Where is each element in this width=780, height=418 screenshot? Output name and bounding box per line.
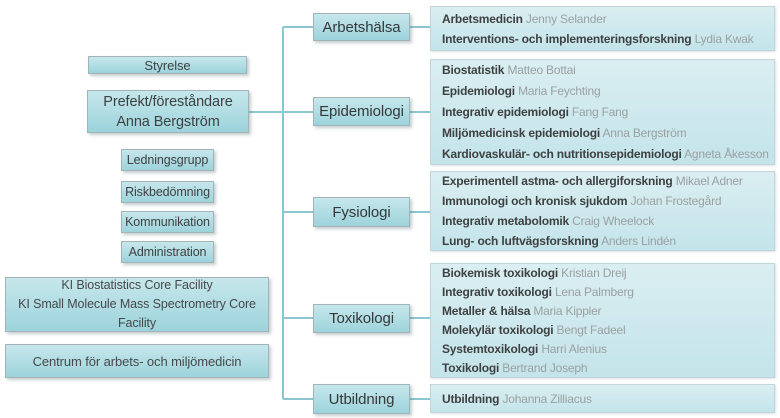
group-row [442,81,774,102]
unit-box-utbildning: Utbildning [313,384,410,414]
box-riskbedomning: Riskbedömning [121,181,214,203]
group-row [442,359,774,378]
group-name: Kardiovaskulär- och nutritionsepidemiologi [442,146,682,161]
facility-line: KI Small Molecule Mass Spectrometry Core Facility [18,297,256,330]
group-row [442,144,774,165]
group-row [442,9,774,29]
group-name: Systemtoxikologi [442,341,539,356]
box-styrelse: Styrelse [88,56,247,74]
group-row [442,283,774,302]
facility-line: KI Biostatistics Core Facility [61,278,213,292]
group-leader: Matteo Bottai [507,62,576,77]
group-row [442,191,774,211]
unit-box-epidemiologi: Epidemiologi [313,97,410,126]
group-row [442,340,774,359]
group-name: Molekylär toxikologi [442,322,554,337]
group-leader: Kristian Dreij [561,265,627,280]
group-row [442,102,774,123]
prefekt-name: Anna Bergström [116,113,220,130]
group-name: Integrativ epidemiologi [442,104,569,119]
group-leader: Johan Frostegård [630,194,722,208]
group-row [442,29,774,49]
group-name: Biokemisk toxikologi [442,265,559,280]
group-name: Epidemiologi [442,83,515,98]
group-name: Immunologi och kronisk sjukdom [442,194,628,208]
box-kommunikation: Kommunikation [121,211,214,233]
detail-box-epidemiologi [430,59,775,165]
detail-box-arbetshalsa [430,6,775,51]
prefekt-title: Prefekt/föreståndare [103,93,233,110]
group-leader: Harri Alenius [541,341,607,356]
group-leader: Maria Feychting [518,83,601,98]
group-row [442,389,774,409]
detail-box-toxikologi [430,263,775,378]
group-name: Utbildning [442,391,500,406]
group-name: Metaller & hälsa [442,303,531,318]
group-name: Interventions- och implementeringsforskning [442,31,692,46]
group-name: Integrativ metabolomik [442,214,569,228]
box-centrum: Centrum för arbets- och miljömedicin [5,344,269,378]
group-row [442,302,774,321]
group-leader: Bertrand Joseph [502,360,588,375]
group-leader: Lydia Kwak [694,31,754,46]
group-name: Toxikologi [442,360,500,375]
group-row [442,231,774,251]
group-row [442,171,774,191]
box-core-facilities [5,277,269,332]
group-name: Experimentell astma- och allergiforskning [442,174,673,188]
box-administration: Administration [121,241,214,263]
group-name: Integrativ toxikologi [442,284,552,299]
detail-box-utbildning [430,384,775,413]
group-name: Lung- och luftvägsforskning [442,234,599,248]
group-row [442,321,774,340]
group-leader: Fang Fang [571,104,629,119]
group-leader: Agneta Åkesson [684,146,769,161]
detail-box-fysiologi [430,171,775,251]
group-leader: Bengt Fadeel [556,322,626,337]
group-leader: Jenny Selander [525,11,607,26]
group-leader: Lena Palmberg [554,284,634,299]
unit-box-fysiologi: Fysiologi [313,197,410,227]
group-leader: Mikael Adner [675,174,743,188]
group-leader: Anna Bergström [602,125,687,140]
group-name: Biostatistik [442,62,505,77]
group-name: Miljömedicinsk epidemiologi [442,125,600,140]
box-prefekt [87,90,249,133]
group-leader: Maria Kippler [533,303,602,318]
group-leader: Craig Wheelock [572,214,655,228]
group-row [442,60,774,81]
box-ledningsgrupp: Ledningsgrupp [121,149,214,171]
group-name: Arbetsmedicin [442,11,523,26]
group-row [442,123,774,144]
group-leader: Johanna Zilliacus [502,391,592,406]
unit-box-toxikologi: Toxikologi [313,304,410,333]
group-leader: Anders Lindén [601,234,676,248]
unit-box-arbetshalsa: Arbetshälsa [313,13,410,41]
group-row [442,264,774,283]
group-row [442,211,774,231]
